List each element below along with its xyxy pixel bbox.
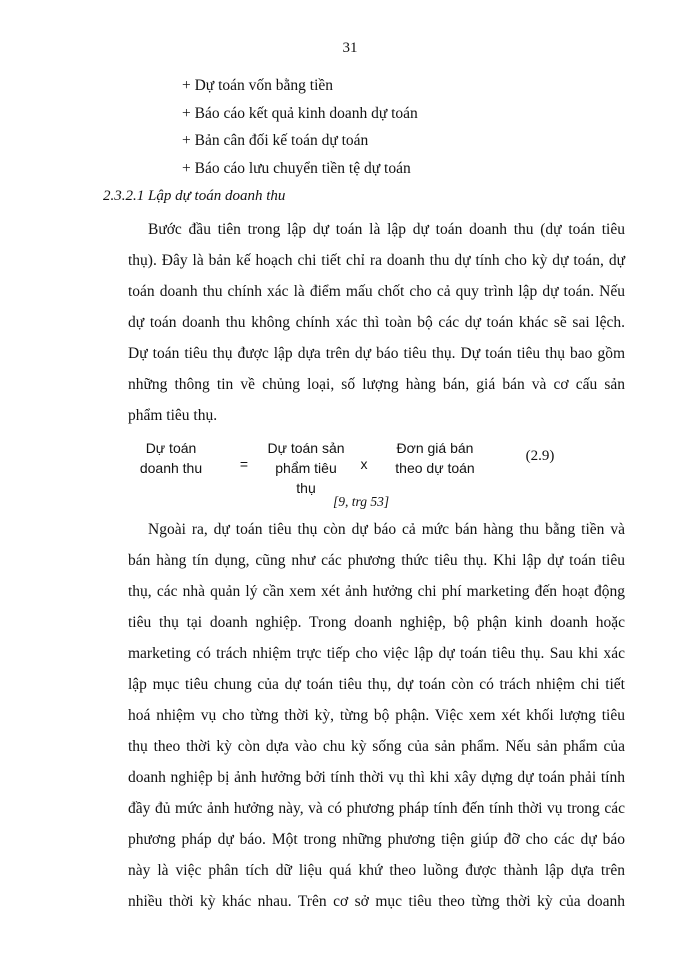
- formula-lhs: Dự toán doanh thu: [139, 440, 203, 476]
- text-line: phẩm tiêu thụ.: [128, 407, 218, 424]
- text-line: tiêu thụ tại doanh nghiệp. Trong doanh nghiệp, bộ phận kinh doanh hoặc: [128, 614, 625, 631]
- text-line: Bước đầu tiên trong lập dự toán là lập dự toán doanh thu (dự toán tiêu: [148, 221, 625, 238]
- text-line: doanh nghiệp bị ảnh hưởng bởi tính thời vụ thì khi xây dựng dự toán phải tính: [128, 769, 625, 786]
- formula-term-a: Dự toán sản phẩm tiêu thụ: [267, 440, 345, 496]
- text-line: thụ). Đây là bản kế hoạch chi tiết chỉ ra doanh thu dự tính cho kỳ dự toán, dự: [128, 252, 625, 269]
- paragraph-1: [128, 214, 625, 431]
- formula-number: (2.9): [525, 448, 555, 464]
- bullet-item: + Dự toán vốn bằng tiền: [182, 77, 334, 94]
- formula-times: x: [360, 456, 368, 472]
- formula-term-b: Đơn giá bán theo dự toán: [395, 440, 475, 476]
- bullet-item: + Báo cáo kết quả kinh doanh dự toán: [182, 104, 418, 122]
- text-line: lập mục tiêu chung của dự toán tiêu thụ, dự toán còn có trách nhiệm chi tiết: [128, 676, 625, 693]
- formula-equals: =: [239, 456, 249, 472]
- section-heading: 2.3.2.1 Lập dự toán doanh thu: [103, 188, 286, 204]
- text-line: Ngoài ra, dự toán tiêu thụ còn dự báo cả mức bán hàng thu bằng tiền và: [148, 521, 625, 538]
- text-line: đầy đủ mức ảnh hưởng này, và có phương pháp tính đến tính thời vụ trong các: [128, 800, 625, 817]
- text-line: Dự toán tiêu thụ được lập dựa trên dự báo tiêu thụ. Dự toán tiêu thụ bao gồm: [128, 345, 625, 362]
- text-line: thụ, các nhà quản lý cần xem xét ảnh hưởng chi phí marketing đến hoạt động: [128, 583, 625, 600]
- text-line: thụ theo thời kỳ còn dựa vào chu kỳ sống của sản phẩm. Nếu sản phẩm của: [128, 738, 625, 755]
- text-line: dự toán doanh thu không chính xác thì toàn bộ các dự toán khác sẽ sai lệch.: [128, 314, 625, 331]
- text-line: này là việc phân tích dữ liệu quá khứ theo luồng được thành lập dựa trên: [128, 862, 625, 879]
- text-line: bán hàng tín dụng, cũng như các phương thức tiêu thụ. Khi lập dự toán tiêu: [128, 552, 625, 569]
- text-line: hoá nhiệm vụ cho từng thời kỳ, từng bộ phận. Việc xem xét khối lượng tiêu: [128, 707, 625, 724]
- text-line: toán doanh thu chính xác là điểm mấu chốt cho cả quy trình lập dự toán. Nếu: [128, 283, 625, 300]
- text-line: phương pháp dự báo. Một trong những phương tiện giúp đỡ cho các dự báo: [128, 831, 625, 848]
- text-line: những thông tin về chủng loại, số lượng hàng bán, giá bán và cơ cấu sản: [128, 376, 625, 393]
- text-line: marketing có trách nhiệm trực tiếp cho việc lập dự toán tiêu thụ. Sau khi xác: [128, 645, 625, 662]
- paragraph-2: [128, 514, 625, 917]
- text-line: nhiều thời kỳ khác nhau. Trên cơ sở mục tiêu theo từng thời kỳ của doanh: [128, 893, 625, 910]
- bullet-item: + Báo cáo lưu chuyển tiền tệ dự toán: [182, 159, 411, 177]
- page-number: 31: [342, 40, 358, 56]
- bullet-list: [182, 72, 418, 182]
- citation: [9, trg 53]: [333, 494, 390, 509]
- bullet-item: + Bản cân đối kế toán dự toán: [182, 132, 369, 149]
